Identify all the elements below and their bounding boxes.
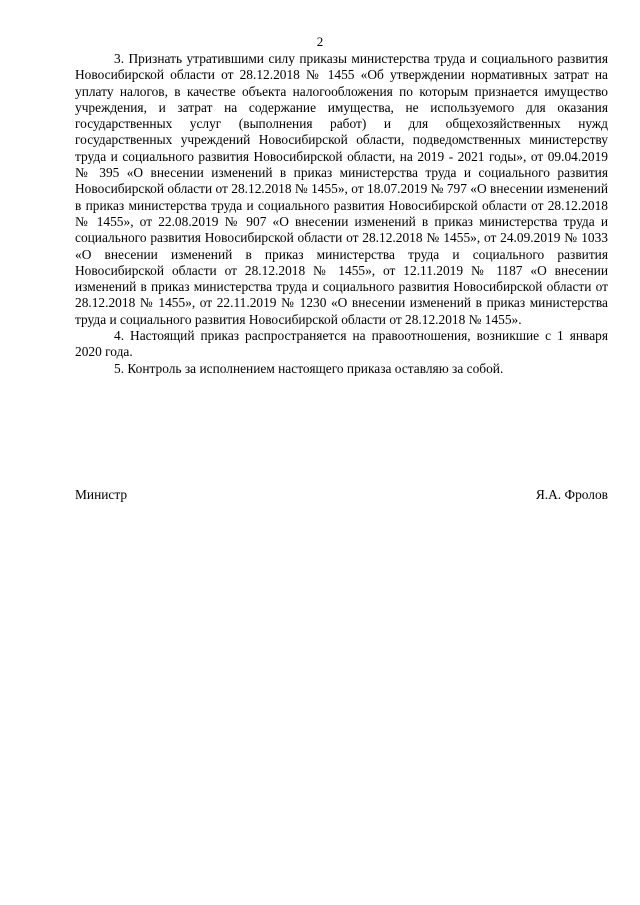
paragraph-3: 3. Признать утратившими силу приказы министерства труда и социального развития Новосибирской области от 28.12.2018 № 1455 «Об утверждении нормативных затрат на уплату налогов, в качестве объекта налогообложения по которым признается имущество учреждения, и затрат на содержание имущества, не используемого для оказания государственных услуг (выполнения работ) и для общехозяйственных нужд государственных учреждений Новосибирской области, подведомственных министерству труда и социального развития Новосибирской области, на 2019 - 2021 годы», от 09.04.2019 № 395 «О внесении изменений в приказ министерства труда и социального развития Новосибирской области от 28.12.2018 № 1455», от 18.07.2019 № 797 «О внесении изменений в приказ министерства труда и социального развития Новосибирской области от 28.12.2018 № 1455», от 22.08.2019 № 907 «О внесении изменений в приказ министерства труда и социального развития Новосибирской области от 28.12.2018 № 1455», от 24.09.2019 № 1033 «О внесении изменений в приказ министерства труда и социального развития Новосибирской области от 28.12.2018 № 1455», от 12.11.2019 № 1187 «О внесении изменений в приказ министерства труда и социального развития Новосибирской области от 28.12.2018 № 1455», от 22.11.2019 № 1230 «О внесении изменений в приказ министерства труда и социального развития Новосибирской области от 28.12.2018 № 1455». (75, 51, 608, 327)
signature-block (75, 487, 608, 503)
signatory-position: Министр (75, 487, 128, 502)
signatory-name: Я.А. Фролов (535, 487, 608, 502)
page-number: 2 (316, 34, 324, 49)
paragraph-5: 5. Контроль за исполнением настоящего приказа оставляю за собой. (114, 360, 504, 376)
document-body (75, 51, 608, 377)
paragraph-4: 4. Настоящий приказ распространяется на правоотношения, возникшие с 1 января 2020 года. (75, 328, 608, 360)
